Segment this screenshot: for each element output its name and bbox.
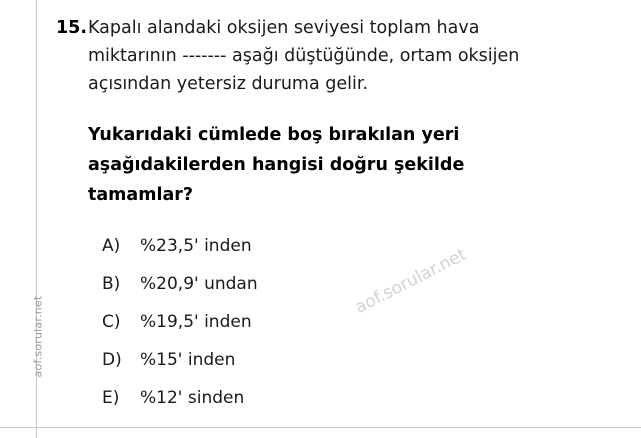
prompt-line-1: Yukarıdaki cümlede boş bırakılan yeri [88,125,460,145]
option-d[interactable] [102,350,616,388]
question-stem [88,14,592,98]
option-d-letter: D) [102,350,122,370]
option-e[interactable] [102,388,616,426]
gutter-watermark: aof.sorular.net [31,295,45,378]
prompt-line-3: tamamlar? [88,185,194,205]
stem-line-1: Kapalı alandaki oksijen seviyesi toplam hava [88,18,480,38]
option-b[interactable] [102,274,616,312]
option-e-text: %12' sinden [140,388,245,408]
question-prompt [88,120,592,210]
option-b-text: %20,9' undan [140,274,258,294]
option-d-text: %15' inden [140,350,236,370]
option-a[interactable] [102,236,616,274]
prompt-line-2: aşağıdakilerden hangisi doğru şekilde [88,155,465,175]
stem-line-3: açısından yetersiz duruma gelir. [88,74,369,94]
option-c-text: %19,5' inden [140,312,252,332]
option-c[interactable] [102,312,616,350]
option-e-letter: E) [102,388,120,408]
question-body [88,14,616,426]
diagonal-watermark: aof.sorular.net [352,244,470,318]
bottom-rule [0,427,641,428]
stem-line-2: miktarının ------- aşağı düştüğünde, ortam oksijen [88,46,520,66]
question-content [56,14,616,426]
question-row [56,14,616,426]
option-a-letter: A) [102,236,121,256]
option-b-letter: B) [102,274,121,294]
answer-options [102,236,616,426]
option-a-text: %23,5' inden [140,236,252,256]
option-c-letter: C) [102,312,121,332]
question-number: 15. [56,18,88,38]
